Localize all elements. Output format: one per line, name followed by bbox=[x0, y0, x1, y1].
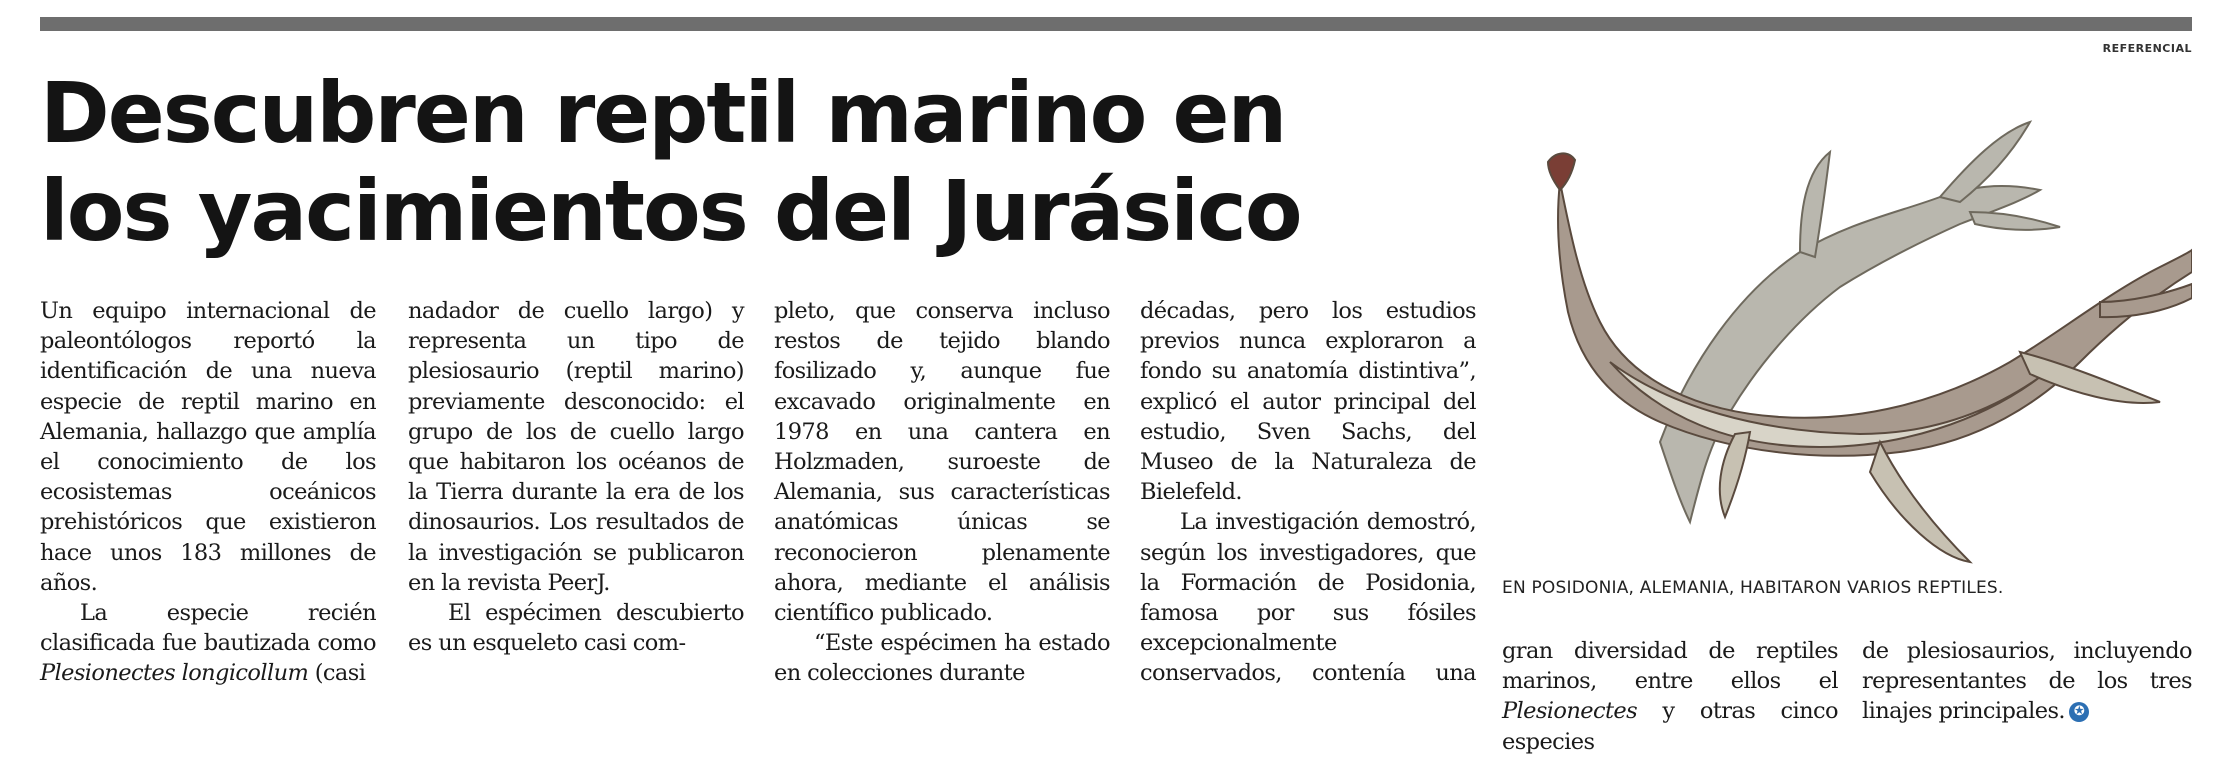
paragraph-text: La especie recién clasificada fue bautizada como bbox=[40, 600, 376, 657]
body-column-4 bbox=[1140, 296, 1476, 689]
headline bbox=[40, 64, 1460, 260]
body-column-5 bbox=[1502, 636, 1838, 757]
paragraph: pleto, que conserva incluso restos de tejido blando fosilizado y, aunque fue excavado originalmente en 1978 en una cantera en Holzmaden, suroeste de Alemania, sus características anatómicas únicas se reconocieron plenamente ahora, mediante el análisis científico publicado. bbox=[774, 298, 1110, 627]
plesiosaur-illustration bbox=[1500, 62, 2192, 572]
paragraph: Un equipo internacional de paleontólogos reportó la identificación de una nueva especie de reptil marino en Alemania, hallazgo que amplía el conocimiento de los ecosistemas oceánicos prehistóricos que existieron hace unos 183 millones de años. bbox=[40, 298, 376, 596]
star-badge-icon: ✪ bbox=[2069, 702, 2089, 722]
body-column-6 bbox=[1862, 636, 2192, 727]
headline-line-2: los yacimientos del Jurásico bbox=[40, 162, 1301, 260]
paragraph-text: (casi bbox=[308, 660, 366, 687]
paragraph bbox=[40, 598, 376, 689]
paragraph: nadador de cuello largo) y representa un tipo de plesiosaurio (reptil marino) previamente desconocido: el grupo de los de cuello largo que habitaron los océanos de la Tierra durante la era de los dinosaurios. Los resultados de la investigación se publicaron en la revista PeerJ. bbox=[408, 298, 744, 596]
paragraph: El espécimen descubierto es un esqueleto casi com- bbox=[408, 600, 744, 657]
paragraph: décadas, pero los estudios previos nunca exploraron a fondo su anatomía distintiva”, explicó el autor principal del estudio, Sven Sachs, del Museo de la Naturaleza de Bielefeld. bbox=[1140, 298, 1476, 506]
paragraph: “Este espécimen ha estado en colecciones durante bbox=[774, 630, 1110, 687]
body-column-1 bbox=[40, 296, 376, 689]
paragraph bbox=[1862, 636, 2192, 727]
body-column-2 bbox=[408, 296, 744, 658]
paragraph-text: gran diversidad de reptiles marinos, entre ellos el bbox=[1502, 638, 1838, 695]
image-caption: EN POSIDONIA, ALEMANIA, HABITARON VARIOS REPTILES. bbox=[1502, 578, 2004, 598]
body-column-3 bbox=[774, 296, 1110, 689]
paragraph-text: y otras cinco especies bbox=[1502, 698, 1838, 755]
top-rule bbox=[40, 17, 2192, 31]
image-credit: REFERENCIAL bbox=[2102, 42, 2192, 55]
species-name: Plesionectes longicollum bbox=[40, 660, 309, 687]
paragraph-text: de plesiosaurios, incluyendo representantes de los tres linajes principales. bbox=[1862, 638, 2192, 725]
paragraph bbox=[1502, 636, 1838, 757]
genus-name: Plesionectes bbox=[1502, 698, 1638, 725]
headline-line-1: Descubren reptil marino en bbox=[40, 64, 1286, 162]
paragraph: La investigación demostró, según los investigadores, que la Formación de Posidonia, famosa por sus fósiles excepcionalmente conservados, contenía una bbox=[1140, 509, 1476, 687]
